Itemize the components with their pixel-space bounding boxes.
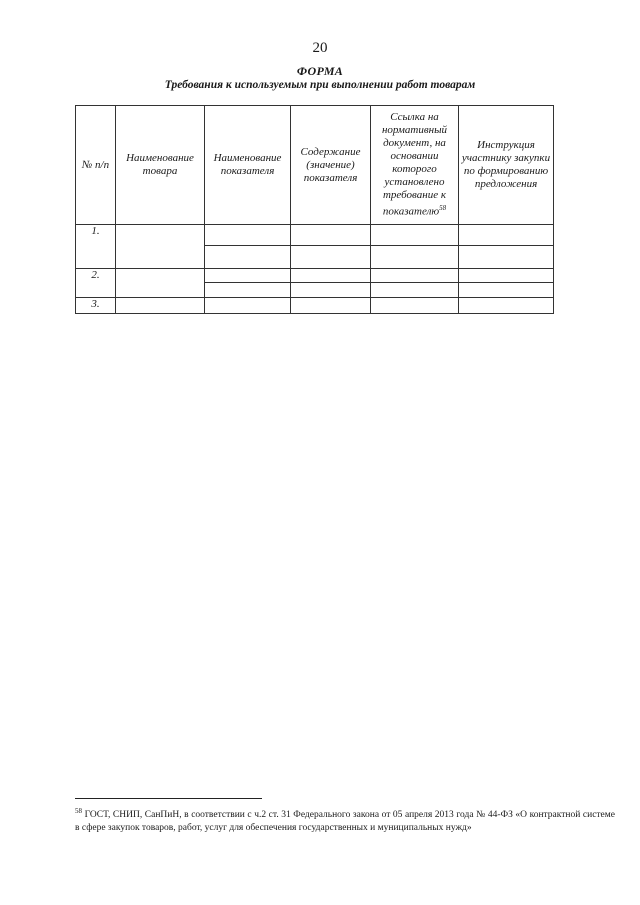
- table-cell: [371, 283, 459, 298]
- footnote-mark: 58: [439, 204, 447, 213]
- row-number: 3.: [76, 298, 116, 314]
- table-row: [76, 298, 554, 314]
- table-cell: [371, 298, 459, 314]
- table-cell: [371, 269, 459, 283]
- table-cell: [459, 269, 554, 283]
- product-name-cell: [116, 269, 205, 298]
- table-row: [76, 225, 554, 246]
- footnote-separator: [75, 798, 262, 799]
- header-product-name: Наименование товара: [116, 106, 205, 225]
- row-number: 2.: [76, 269, 116, 298]
- table-cell: [205, 269, 291, 283]
- table-cell: [205, 246, 291, 269]
- table-cell: [459, 246, 554, 269]
- product-name-cell: [116, 225, 205, 269]
- table-cell: [459, 283, 554, 298]
- table-cell: [205, 283, 291, 298]
- table-cell: [291, 298, 371, 314]
- header-normative-ref-text: Ссылка на нормативный документ, на основании которого установлено требование к показателю: [381, 111, 448, 218]
- requirements-table: [75, 105, 554, 314]
- table-cell: [371, 225, 459, 246]
- table-cell: [291, 269, 371, 283]
- form-subtitle: Требования к используемым при выполнении работ товарам: [164, 79, 476, 91]
- table-cell: [291, 283, 371, 298]
- table-cell: [291, 246, 371, 269]
- row-number: 1.: [76, 225, 116, 269]
- table-cell: [459, 225, 554, 246]
- table-cell: [459, 298, 554, 314]
- footnote: [75, 805, 615, 835]
- product-name-cell: [116, 298, 205, 314]
- header-indicator-value: Содержание (значение) показателя: [291, 106, 371, 225]
- table-header-row: [76, 106, 554, 225]
- header-instruction: Инструкция участнику закупки по формированию предложения: [459, 106, 554, 225]
- footnote-text: ГОСТ, СНИП, СанПиН, в соответствии с ч.2 ст. 31 Федерального закона от 05 апреля 2013 года № 44-ФЗ «О контрактной системе в сфере закупок товаров, работ, услуг для обеспечения государственных и муниципальных нужд»: [75, 810, 616, 834]
- footnote-number: 58: [75, 807, 82, 815]
- header-indicator-name: Наименование показателя: [205, 106, 291, 225]
- table-row: [76, 269, 554, 283]
- table-cell: [205, 225, 291, 246]
- table-cell: [291, 225, 371, 246]
- form-title: ФОРМА: [296, 64, 344, 78]
- header-num: № п/п: [76, 106, 116, 225]
- table-cell: [205, 298, 291, 314]
- table-cell: [371, 246, 459, 269]
- page-number: 20: [312, 40, 328, 56]
- header-normative-ref: [371, 106, 459, 225]
